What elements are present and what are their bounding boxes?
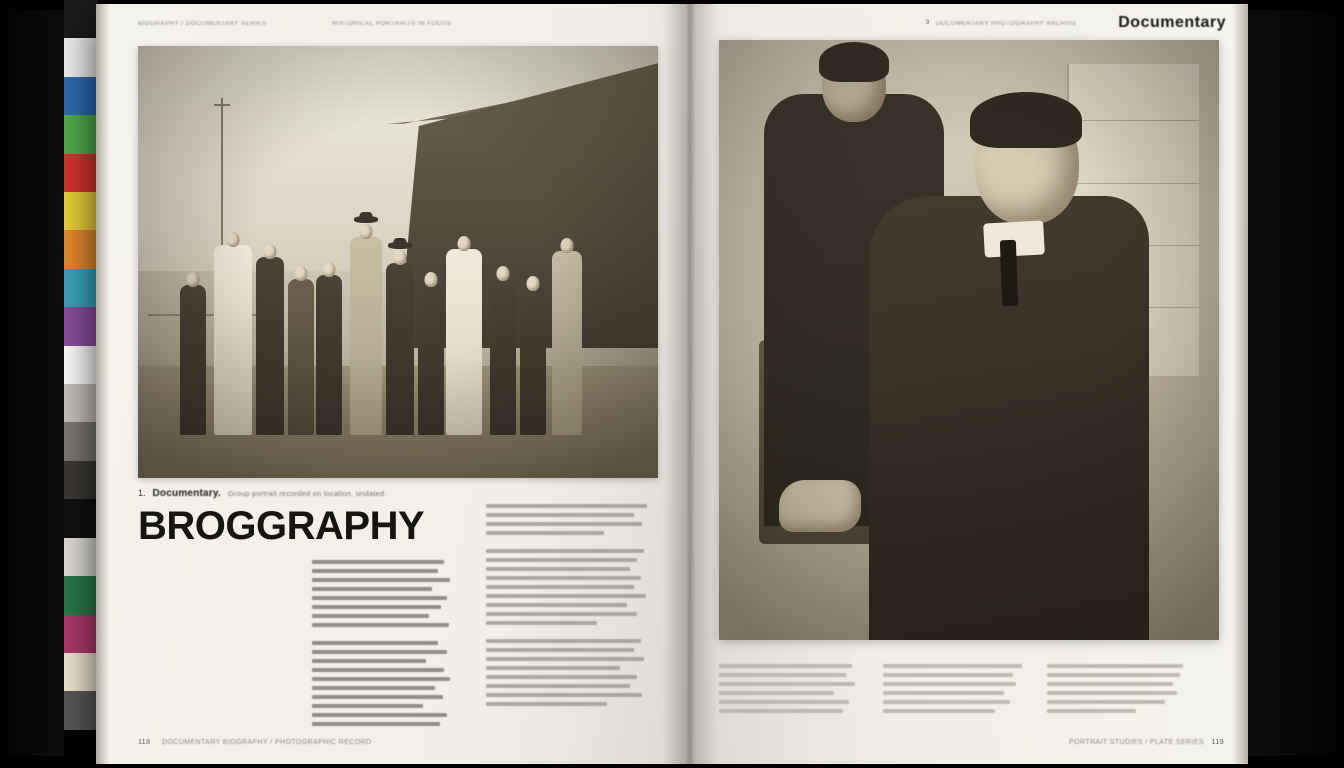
text-line <box>312 695 443 699</box>
figure-person <box>288 279 314 435</box>
page-headline: BROGGRAPHY <box>138 504 425 548</box>
calibration-swatch <box>64 730 98 768</box>
text-line <box>1047 664 1183 668</box>
text-line <box>883 682 1016 686</box>
calibration-swatch <box>64 499 98 537</box>
text-line <box>486 657 644 661</box>
running-head-left: BIOGRAPHY / DOCUMENTARY SERIES <box>138 21 267 27</box>
text-line <box>486 621 597 625</box>
text-line <box>883 691 1004 695</box>
text-line <box>486 594 646 598</box>
text-line <box>312 623 449 627</box>
calibration-swatch <box>64 461 98 499</box>
text-line <box>486 558 637 562</box>
text-line <box>719 664 852 668</box>
figure-person <box>180 285 206 435</box>
figure-person <box>214 245 252 435</box>
group-portrait-photo <box>138 46 658 478</box>
text-line <box>312 641 438 645</box>
text-line <box>1047 682 1173 686</box>
calibration-swatch <box>64 422 98 460</box>
text-line <box>312 587 432 591</box>
text-line <box>312 560 444 564</box>
text-line <box>312 650 447 654</box>
photo-caption <box>138 488 387 499</box>
body-column-two <box>883 664 1031 718</box>
calibration-swatch <box>64 77 98 115</box>
text-line <box>719 691 834 695</box>
figure-person <box>418 285 444 435</box>
text-line <box>719 700 849 704</box>
text-line <box>312 668 444 672</box>
caption-number: 1. <box>138 488 146 498</box>
text-line <box>1047 673 1180 677</box>
calibration-swatch <box>64 154 98 192</box>
folio-number-left: 118 <box>138 739 151 746</box>
text-line <box>883 664 1022 668</box>
figure-person-hat <box>386 263 414 435</box>
text-line <box>486 666 620 670</box>
calibration-swatch <box>64 307 98 345</box>
calibration-swatch <box>64 576 98 614</box>
text-line <box>312 569 438 573</box>
figure-person <box>446 249 482 435</box>
text-line <box>1047 691 1177 695</box>
magazine-spread <box>96 4 1248 764</box>
calibration-swatch <box>64 38 98 76</box>
calibration-swatch <box>64 192 98 230</box>
figure-person <box>256 257 284 435</box>
text-line <box>486 702 607 706</box>
paragraph-gap <box>486 540 654 549</box>
left-page <box>96 4 688 764</box>
text-line <box>719 682 855 686</box>
resting-hand <box>779 480 861 532</box>
page-edge-shadow-left <box>96 4 110 764</box>
text-line <box>883 673 1013 677</box>
page-edge-shadow-right <box>1232 4 1248 764</box>
text-line <box>312 686 435 690</box>
text-line <box>312 596 447 600</box>
text-line <box>486 603 627 607</box>
colour-calibration-strip <box>64 0 98 768</box>
text-line <box>486 576 641 580</box>
seated-man-photo <box>719 40 1219 640</box>
text-line <box>486 513 634 517</box>
text-line <box>883 709 995 713</box>
figure-person <box>316 275 342 435</box>
body-column-left <box>312 560 462 731</box>
calibration-swatch <box>64 346 98 384</box>
paragraph-gap <box>486 630 654 639</box>
calibration-swatch <box>64 653 98 691</box>
calibration-swatch <box>64 0 98 38</box>
right-page <box>688 4 1248 764</box>
paragraph-gap <box>312 632 462 641</box>
figure-person-hat <box>350 237 382 435</box>
text-line <box>486 549 644 553</box>
text-line <box>312 578 450 582</box>
text-line <box>1047 700 1165 704</box>
text-line <box>1047 709 1136 713</box>
folio-text-right: PORTRAIT STUDIES / PLATE SERIES <box>1069 739 1204 746</box>
calibration-swatch <box>64 115 98 153</box>
text-line <box>312 677 450 681</box>
text-line <box>312 614 429 618</box>
seated-man-figure <box>869 196 1149 640</box>
fence-rail <box>148 314 273 316</box>
text-line <box>486 684 630 688</box>
text-line <box>486 675 637 679</box>
figure-person <box>490 279 516 435</box>
running-head-center: HISTORICAL PORTRAITS IN FOCUS <box>332 21 452 27</box>
text-line <box>486 648 634 652</box>
text-line <box>486 567 630 571</box>
text-line <box>486 531 604 535</box>
calibration-swatch <box>64 230 98 268</box>
text-line <box>486 612 637 616</box>
running-head-mark: 9 <box>926 20 930 26</box>
text-line <box>312 704 423 708</box>
text-line <box>719 709 843 713</box>
text-line <box>312 713 447 717</box>
text-line <box>312 722 440 726</box>
caption-text: Group portrait recorded on location, undated. <box>227 489 387 498</box>
figure-person <box>552 251 582 435</box>
masthead-logo: Documentary <box>1118 14 1226 31</box>
text-line <box>486 585 634 589</box>
text-line <box>486 522 642 526</box>
folio-text-left: DOCUMENTARY BIOGRAPHY / PHOTOGRAPHIC RECORD <box>162 739 372 746</box>
calibration-swatch <box>64 615 98 653</box>
figure-person <box>520 289 546 435</box>
calibration-swatch <box>64 384 98 422</box>
calibration-swatch <box>64 538 98 576</box>
text-line <box>486 693 642 697</box>
text-line <box>486 504 647 508</box>
body-column-one <box>719 664 867 718</box>
folio-number-right: 119 <box>1211 739 1224 746</box>
body-column-three <box>1047 664 1195 718</box>
body-column-right <box>486 504 654 711</box>
text-line <box>312 659 426 663</box>
text-line <box>486 639 641 643</box>
caption-title: Documentary. <box>152 488 221 499</box>
text-line <box>719 673 846 677</box>
text-line <box>883 700 1010 704</box>
running-head-right: DOCUMENTARY PHOTOGRAPHY ARCHIVE <box>936 21 1078 27</box>
text-line <box>312 605 441 609</box>
calibration-swatch <box>64 269 98 307</box>
calibration-swatch <box>64 691 98 729</box>
